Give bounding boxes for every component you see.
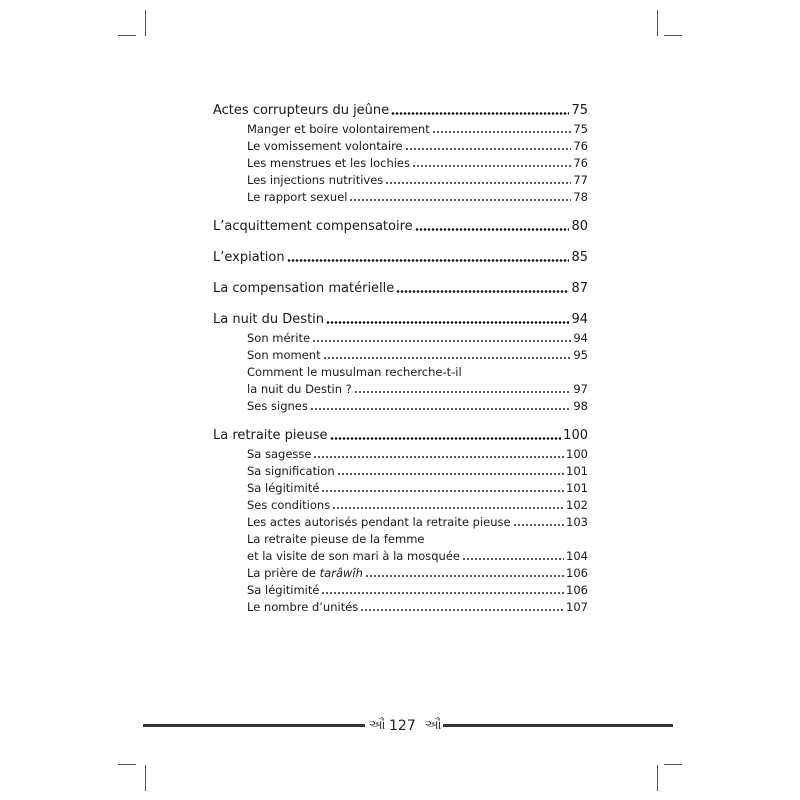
crop-mark [118, 764, 136, 765]
dot-leader [360, 609, 564, 611]
ornament-right-icon: ઔ [425, 718, 442, 733]
dot-leader [462, 558, 564, 560]
toc-subentry [213, 381, 588, 398]
toc-chapter-entry [213, 247, 588, 268]
toc-section [213, 425, 588, 616]
dot-leader [412, 165, 571, 167]
page-number: 127 [389, 718, 416, 734]
dot-leader [337, 473, 564, 475]
dot-leader [354, 391, 572, 393]
crop-mark [145, 765, 146, 791]
chapter-page: 100 [563, 428, 588, 443]
subentry-label: Les injections nutritives [247, 173, 384, 187]
toc-chapter-entry [213, 309, 588, 330]
crop-mark [657, 765, 658, 791]
subentry-page: 76 [573, 139, 588, 153]
subentry-page: 97 [573, 382, 588, 396]
subentry-page: 100 [566, 447, 588, 461]
toc-subentry [213, 582, 588, 599]
toc-chapter-entry [213, 100, 588, 121]
chapter-title: L’expiation [213, 250, 285, 265]
chapter-title: Actes corrupteurs du jeûne [213, 103, 390, 118]
subentry-page: 76 [573, 156, 588, 170]
chapter-page: 87 [571, 281, 588, 296]
subentry-label: la nuit du Destin ? [247, 382, 352, 396]
subentry-page: 77 [573, 173, 588, 187]
chapter-title: L’acquittement compensatoire [213, 219, 413, 234]
toc-section [213, 100, 588, 206]
toc-section [213, 278, 588, 299]
toc-section [213, 247, 588, 268]
crop-mark [664, 35, 682, 36]
toc-subentry [213, 155, 588, 172]
toc-subentry [213, 347, 588, 364]
toc-section [213, 309, 588, 415]
toc-subentry [213, 330, 588, 347]
subentry-label: Les actes autorisés pendant la retraite pieuse [247, 515, 511, 529]
dot-leader [332, 507, 564, 509]
chapter-page: 80 [571, 219, 588, 234]
subentry-page: 102 [566, 498, 588, 512]
dot-leader [385, 182, 571, 184]
dot-leader [396, 290, 569, 293]
ornament-left-icon: ઔ [369, 718, 386, 733]
dot-leader [405, 148, 572, 150]
toc-chapter-entry [213, 278, 588, 299]
dot-leader [432, 131, 572, 133]
subentry-page: 106 [566, 583, 588, 597]
toc-subentry [213, 398, 588, 415]
dot-leader [323, 357, 572, 359]
subentry-page: 75 [573, 122, 588, 136]
subentry-page: 103 [566, 515, 588, 529]
subentry-label: Le rapport sexuel [247, 190, 348, 204]
chapter-page: 85 [571, 250, 588, 265]
toc-subentry [213, 121, 588, 138]
toc-chapter-entry [213, 216, 588, 237]
subentry-label: et la visite de son mari à la mosquée [247, 549, 460, 563]
chapter-page: 94 [571, 312, 588, 327]
toc-subentry [213, 189, 588, 206]
dot-leader [349, 199, 571, 201]
subentry-label: Son moment [247, 348, 321, 362]
table-of-contents [213, 100, 588, 626]
subentry-page: 106 [566, 566, 588, 580]
dot-leader [312, 340, 571, 342]
dot-leader [310, 408, 571, 410]
subentry-page: 107 [566, 600, 588, 614]
toc-subentry [213, 548, 588, 565]
dot-leader [365, 575, 564, 577]
chapter-title: La compensation matérielle [213, 281, 395, 296]
subentry-label: Le nombre d’unités [247, 600, 359, 614]
toc-subentry [213, 463, 588, 480]
dot-leader [321, 490, 564, 492]
subentry-page: 98 [573, 399, 588, 413]
toc-subentry [213, 497, 588, 514]
chapter-page: 75 [571, 103, 588, 118]
subentry-label-prefix: La prière de [247, 566, 320, 580]
toc-subentry [213, 514, 588, 531]
subentry-label: Sa légitimité [247, 583, 320, 597]
dot-leader [415, 228, 570, 231]
toc-subentry [213, 599, 588, 616]
crop-mark [118, 35, 136, 36]
toc-subentry [213, 172, 588, 189]
footer-rule-left [143, 724, 365, 727]
subentry-page: 78 [573, 190, 588, 204]
subentry-label-line: La retraite pieuse de la femme [247, 532, 425, 546]
subentry-page: 101 [566, 481, 588, 495]
subentry-label [247, 565, 363, 582]
dot-leader [330, 437, 562, 440]
subentry-label-line: Comment le musulman recherche-t-il [247, 365, 462, 379]
dot-leader [313, 456, 564, 458]
toc-section [213, 216, 588, 237]
crop-mark [145, 10, 146, 36]
dot-leader [391, 112, 569, 115]
crop-mark [657, 10, 658, 36]
toc-subentry [213, 565, 588, 582]
dot-leader [287, 259, 570, 262]
subentry-label: Manger et boire volontairement [247, 122, 430, 136]
subentry-page: 94 [573, 331, 588, 345]
subentry-label-italic: tarâwîh [319, 566, 363, 580]
subentry-label: Sa légitimité [247, 481, 320, 495]
subentry-label: Ses conditions [247, 498, 331, 512]
toc-chapter-entry [213, 425, 588, 446]
subentry-label: Son mérite [247, 331, 311, 345]
subentry-label: Sa signification [247, 464, 335, 478]
dot-leader [513, 524, 564, 526]
footer-rule-right [443, 724, 673, 727]
subentry-label: Sa sagesse [247, 447, 312, 461]
subentry-page: 104 [566, 549, 588, 563]
toc-subentry [213, 446, 588, 463]
dot-leader [326, 321, 569, 324]
chapter-title: La nuit du Destin [213, 312, 325, 327]
chapter-title: La retraite pieuse [213, 428, 328, 443]
dot-leader [321, 592, 564, 594]
subentry-label: Les menstrues et les lochies [247, 156, 410, 170]
subentry-page: 95 [573, 348, 588, 362]
page-footer [143, 714, 673, 738]
subentry-label: Le vomissement volontaire [247, 139, 403, 153]
subentry-page: 101 [566, 464, 588, 478]
crop-mark [664, 764, 682, 765]
toc-subentry [213, 138, 588, 155]
toc-subentry [213, 480, 588, 497]
subentry-label: Ses signes [247, 399, 308, 413]
